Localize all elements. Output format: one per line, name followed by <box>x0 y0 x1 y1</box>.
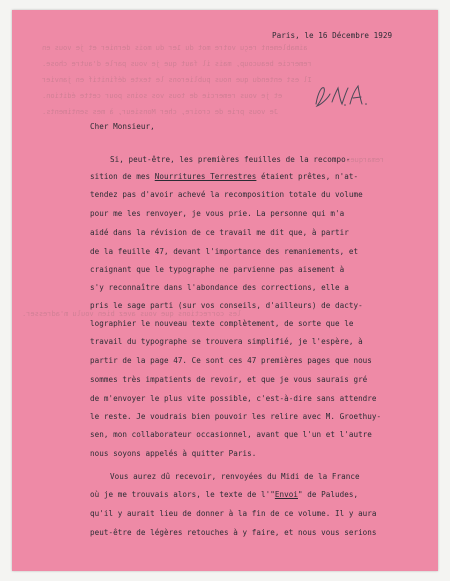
body-text: peut-être de légères retouches à y faire, et nous vous serions <box>90 528 377 537</box>
underlined-title: Nourritures Terrestres <box>154 172 257 181</box>
body-text: travail du typographe se trouvera simplifié, je l'espère, à <box>90 337 363 346</box>
body-text: qu'il y aurait lieu de donner à la fin de ce volume. Il y aura <box>90 509 377 518</box>
body-text: sommes très impatients de revoir, et que je vous saurais gré <box>90 375 368 384</box>
body-text: étaient prêtes, n'at- <box>256 172 359 181</box>
body-line <box>90 413 381 421</box>
body-text: pris le sage parti (sur vos conseils, d'ailleurs) de dacty- <box>90 301 363 310</box>
body-text: s'y reconnaître dans l'abondance des corrections, elle a <box>90 283 349 292</box>
body-line <box>90 431 372 439</box>
body-text: sen, mon collaborateur occasionnel, avant que l'un et l'autre <box>90 430 372 439</box>
body-text: craignant que le typographe ne parvienne pas aisement à <box>90 265 345 274</box>
body-line <box>90 173 358 181</box>
body-line <box>90 357 372 365</box>
show-through-text: les corrections que vous avez bien voulu m'adresser. <box>22 310 242 318</box>
body-line <box>90 338 363 346</box>
body-text: de m'envoyer le plus vite possible, c'est-à-dire sans attendre <box>90 394 377 403</box>
body-text: tendez pas d'avoir achevé la recomposition totale du volume <box>90 190 363 199</box>
body-text: nous soyons appelés à quitter Paris. <box>90 449 257 458</box>
show-through-text: aimablement reçu votre mot du 1er du mois dernier et je vous en <box>42 44 308 52</box>
body-line <box>90 395 377 403</box>
body-text: le reste. Je voudrais bien pouvoir les relire avec M. Groethuy- <box>90 412 382 421</box>
body-line <box>90 284 349 292</box>
body-text: où je me trouvais alors, le texte de l'" <box>90 490 275 499</box>
body-line <box>90 248 358 256</box>
letter-date: Paris, le 16 Décembre 1929 <box>272 31 393 40</box>
body-text: lographier le nouveau texte complètement, de sorte que le <box>90 319 354 328</box>
body-line <box>90 191 363 199</box>
body-text: Si, peut-être, les premières feuilles de la recompo- <box>110 155 351 164</box>
body-line <box>110 473 360 481</box>
show-through-text: remercie beaucoup, mais il faut que je vous parle d'autre chose. <box>42 60 312 68</box>
body-line <box>90 302 363 310</box>
letter-page <box>12 10 438 571</box>
body-line <box>90 266 344 274</box>
body-line <box>90 229 349 237</box>
body-line <box>90 491 358 499</box>
body-text: sition de mes <box>90 172 155 181</box>
body-text: de la feuille 47, devant l'importance des remaniements, et <box>90 247 359 256</box>
body-line <box>90 210 344 218</box>
show-through-text: Il est entendu que nous publierons le texte définitif en janvier <box>42 76 312 84</box>
salutation: Cher Monsieur, <box>90 122 155 131</box>
body-text: aidé dans la révision de ce travail me dit que, à partir <box>90 228 349 237</box>
body-line <box>110 156 350 164</box>
body-text: partir de la page 47. Ce sont ces 47 premières pages que nous <box>90 356 372 365</box>
body-text: pour me les renvoyer, je vous prie. La personne qui m'a <box>90 209 345 218</box>
body-text: " de Paludes, <box>297 490 359 499</box>
body-line <box>90 510 377 518</box>
show-through-text: remarques. <box>342 156 385 164</box>
show-through-text: et je vous remercie de tous vos soins pour cette édition. <box>42 92 283 100</box>
underlined-title: Envoi <box>274 490 298 499</box>
body-line <box>90 450 256 458</box>
handwritten-initials <box>312 82 372 112</box>
show-through-text: Je vous prie de croire, cher Monsieur, à mes sentiments. <box>42 108 279 116</box>
body-line <box>90 529 377 537</box>
body-line <box>90 376 367 384</box>
body-text: Vous aurez dû recevoir, renvoyées du Midi de la France <box>110 472 360 481</box>
body-line <box>90 320 353 328</box>
